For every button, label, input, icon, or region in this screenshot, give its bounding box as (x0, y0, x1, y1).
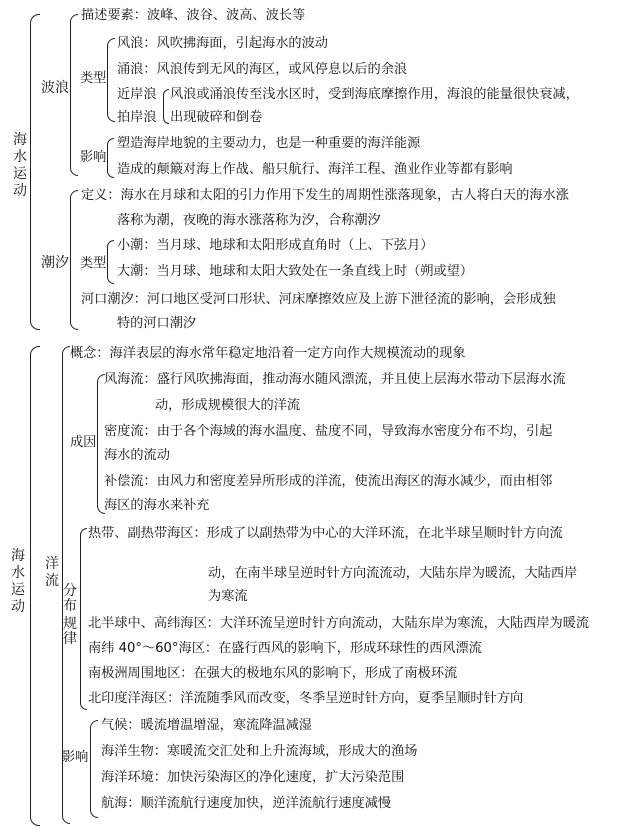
brace (90, 720, 98, 818)
brace (107, 38, 115, 122)
group-label: 潮汐 (41, 255, 69, 271)
item-text: 为寒流 (208, 589, 248, 604)
item-text: 涌浪：风浪传到无风的海区，或风停息以后的余浪 (117, 62, 408, 77)
item-label: 成因 (70, 435, 97, 450)
brace (80, 528, 87, 710)
item-text: 海水的流动 (104, 448, 170, 463)
item-text: 南极洲周围地区：在强大的极地东风的影响下，形成了南极环流 (88, 666, 458, 681)
item-text: 风浪或涌浪传至浅水区时，受到海底摩擦作用，海浪的能量很快衰减， (170, 87, 579, 102)
item-text: 风浪：风吹拂海面，引起海水的波动 (117, 36, 328, 51)
item-text: 航海：顺洋流航行速度加快，逆洋流航行速度减慢 (101, 796, 392, 811)
item-label: 影响 (80, 150, 107, 165)
item-label: 类型 (80, 71, 107, 86)
brace (70, 14, 78, 176)
brace (107, 240, 114, 284)
item-text: 海区的海水来补充 (104, 498, 210, 513)
section-title: 海 水 运 动 (13, 132, 27, 199)
item-text: 动，在南半球呈逆时针方向流流动，大陆东岸为暖流，大陆西岸 (208, 566, 578, 581)
brace (30, 14, 40, 330)
item-text: 出现破碎和倒卷 (170, 110, 263, 125)
item-text: 河口潮汐：河口地区受河口形状、河床摩擦效应及上游下泄径流的影响，会形成独 (81, 292, 556, 307)
brace (163, 89, 169, 124)
item-text: 特的河口潮汐 (117, 316, 197, 331)
brace (107, 138, 114, 178)
item-label: 影响 (62, 750, 89, 765)
item-label: 规 律 (63, 616, 77, 647)
item-text: 大潮：当月球、地球和太阳大致处在一条直线上时（朔或望） (117, 264, 474, 279)
item-text: 概念：海洋表层的海水常年稳定地沿着一定方向作大规模流动的现象 (70, 346, 466, 361)
item-label: 分 布 (63, 583, 77, 614)
item-text: 北印度洋海区：洋流随季风而改变，冬季呈逆时针方向，夏季呈顺时针方向 (88, 691, 524, 706)
item-text: 风海流：盛行风吹拂海面，推动海水随风漂流，并且使上层海水带动下层海水流 (104, 372, 566, 387)
item-text: 落称为潮，夜晚的海水涨落称为汐，合称潮汐 (117, 213, 381, 228)
brace (70, 190, 78, 330)
item-text: 海洋环境：加快污染海区的净化速度，扩大污染范围 (101, 770, 405, 785)
item-text: 热带、副热带海区：形成了以副热带为中心的大洋环流，在北半球呈顺时针方向流 (88, 526, 563, 541)
item-text: 动，形成规模很大的洋流 (155, 398, 301, 413)
item-text: 造成的颠簸对海上作战、船只航行、海洋工程、渔业作业等都有影响 (117, 162, 513, 177)
item-text: 补偿流：由风力和密度差异所形成的洋流，使流出海区的海水减少，而由相邻 (104, 474, 553, 489)
item-text: 小潮：当月球、地球和太阳形成直角时（上、下弦月） (117, 238, 434, 253)
item-text: 描述要素：波峰、波谷、波高、波长等 (81, 8, 306, 23)
brace (30, 346, 40, 826)
item-text: 气候：暖流增温增湿，寒流降温减湿 (101, 718, 312, 733)
item-text: 南纬 40°～60°海区：在盛行西风的影响下，形成环球性的西风漂流 (88, 641, 482, 656)
item-text: 近岸浪 (117, 87, 157, 102)
brace (97, 374, 105, 514)
item-text: 北半球中、高纬海区：大洋环流呈逆时针方向流动，大陆东岸为寒流，大陆西岸为暖流 (88, 616, 590, 631)
group-label: 洋 流 (45, 556, 59, 589)
item-text: 塑造海岸地貌的主要动力，也是一种重要的海洋能源 (117, 136, 421, 151)
section-title: 海 水 运 动 (11, 548, 25, 615)
item-text: 海洋生物：寒暖流交汇处和上升流海域，形成大的渔场 (101, 744, 418, 759)
item-text: 定义：海水在月球和太阳的引力作用下发生的周期性涨落现象，古人将白天的海水涨 (81, 188, 569, 203)
group-label: 波浪 (41, 80, 69, 96)
item-label: 类型 (80, 256, 107, 271)
item-text: 密度流：由于各个海域的海水温度、盐度不同，导致海水密度分布不均，引起 (104, 424, 553, 439)
item-text: 拍岸浪 (117, 110, 157, 125)
